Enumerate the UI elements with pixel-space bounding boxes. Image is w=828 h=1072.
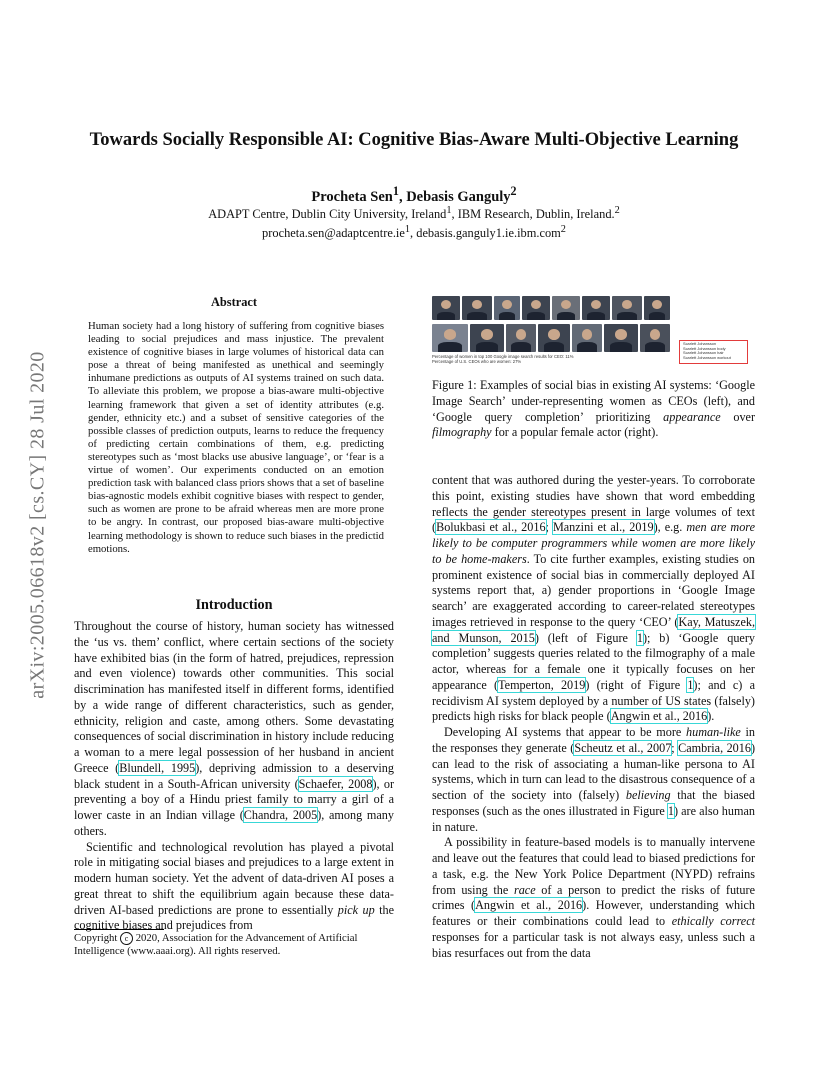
citation-link[interactable]: Blundell, 1995	[119, 760, 196, 775]
author-superscript: 1	[392, 184, 399, 198]
emphasis: race	[513, 882, 536, 897]
copyright-notice	[74, 932, 394, 958]
text-run: 2020, Association for the Advancement of Artificial Intelligence (www.aaai.org). All rights reserved.	[74, 932, 358, 958]
emphasis: human-like	[686, 725, 741, 739]
email-text: procheta.sen@adaptcentre.ie	[262, 226, 405, 241]
emphasis: believing	[625, 788, 671, 802]
abstract-heading: Abstract	[210, 295, 258, 309]
text-run: Figure 1: Examples of social bias in existing AI systems: ‘Google Image Search’ under-representing women as CEOs (left), and ‘Google query completion’ prioritizing	[432, 378, 755, 424]
photo-thumbnail	[522, 296, 550, 320]
photo-thumbnail	[572, 324, 602, 352]
text-run: ) are also human in nature.	[432, 803, 755, 834]
emphasis: pick up	[337, 902, 375, 917]
text-run: Percentage of U.S. CEOs who are women: 27%	[432, 359, 522, 364]
author-separator: ,	[398, 188, 407, 205]
text-run: ), among many others.	[74, 808, 394, 838]
text-run: ), e.g.	[653, 520, 687, 535]
paragraph	[432, 725, 755, 835]
emphasis: filmography	[432, 425, 492, 440]
text-run: Developing AI systems that appear to be more	[444, 725, 686, 739]
photo-thumbnail	[644, 296, 670, 320]
text-run: ); and c) a recidivism AI system deployed by a number of US states (falsely) predicts high risks for black people (	[432, 677, 755, 724]
text-run: of a person to predict the risks of future crimes (	[432, 882, 755, 913]
copyright-icon: c	[120, 932, 133, 945]
text-run: ) can lead to the risk of associating a human-like persona to AI systems, which in turn can lead to the disastrous consequence of a section of the society into (falsely)	[432, 740, 756, 802]
affiliations	[0, 203, 828, 241]
text-run: ) (left of Figure	[534, 630, 637, 645]
footnote-rule	[74, 929, 164, 930]
paragraph	[74, 840, 394, 935]
photo-thumbnail	[552, 296, 580, 320]
text-run: content that was authored during the yester-years. To corroborate this point, existing studies have shown that word embedding reflects the gender stereotypes present in large volumes of text (	[432, 473, 755, 535]
photo-thumbnail	[506, 324, 536, 352]
text-run: . To cite further examples, existing studies on prominent existence of social bias in commercially deployed AI systems report that, a) gender proportions in ‘Google Image search’ are exaggerated according to career-related stereotypes images retrieved in response to the query ‘CEO’ (	[432, 551, 756, 629]
email-superscript: 2	[560, 224, 566, 236]
text-run: Copyright	[74, 932, 121, 944]
figure-reference-link[interactable]: 1	[667, 803, 674, 818]
photo-thumbnail	[640, 324, 670, 352]
figure-inset-caption	[432, 354, 632, 364]
photo-thumbnail	[462, 296, 492, 320]
text-run: the cognitive biases and prejudices from	[74, 902, 394, 933]
text-run: ;	[671, 740, 679, 755]
photo-thumbnail	[470, 324, 504, 352]
arxiv-sidebar	[18, 295, 58, 755]
photo-thumbnail	[604, 324, 638, 352]
photo-thumbnail	[582, 296, 610, 320]
text-run: Scientific and technological revolution has played a pivotal role in mitigating social biases and prejudices to a large extent in modern human society. Yet the advent of data-driven AI poses a great threat to shift the equilibrium again because these data-driven AI-based predictions are prone to essentially	[74, 839, 394, 917]
abstract-body: Human society had a long history of suffering from cognitive biases leading to social prejudices and mass injustice. The prevalent existence of cognitive biases in large volumes of historical data can pose a threat of being manifested as unethical and seemingly inhumane predictions as outputs of AI systems trained on such data. To alleviate this problem, we propose a bias-aware multi-objective learning framework that given a set of identity attributes (e.g. gender, ethnicity etc.) and a subset of sensitive categories of the possible classes of prediction outputs, learns to reduce the frequency of predicting certain combinations of them, e.g. predicting stereotypes such as ‘most blacks use abusive language’, or ‘fear is a virtue of women’. Our experiments conducted on an emotion prediction task with balanced class priors shows that a set of baseline bias-agnostic models exhibit cognitive biases with respect to gender, such as women are prone to be afraid whereas men are more prone to be angry. In contrast, our proposed bias-aware multi-objective learning methodology is shown to reduce such biases in the predictid emotions.	[88, 320, 384, 555]
query-suggestion: Scarlett Johansson body	[683, 345, 726, 351]
figure-reference-link[interactable]: 1	[636, 630, 643, 645]
text-run: Throughout the course of history, human society has witnessed the ‘us vs. them’ conflict, where certain sections of the society have exhibited bias (in the form of hatred, prejudices, repression and even violence) towards other communities. This social discrimination has manifested itself in different forms, identified by a wide range of different characteristics, such as gender, ethnicity, religion and caste, among others. Some devastating consequences of social discrimination in history include reducing a woman to a mere legal possession of her husband in ancient Greece (	[74, 619, 394, 775]
affiliation-superscript: 2	[614, 205, 620, 216]
citation-link[interactable]: Manzini et al., 2019	[552, 520, 654, 535]
affiliation-text: , IBM Research, Dublin, Ireland.	[451, 207, 615, 222]
citation-link[interactable]: Schaefer, 2008	[298, 776, 373, 791]
photo-thumbnail	[612, 296, 642, 320]
figure-1-caption	[432, 378, 755, 441]
photo-thumbnail	[432, 296, 460, 320]
text-run: ;	[545, 520, 553, 535]
paragraph	[74, 619, 394, 840]
query-suggestion: Scarlett Johansson workout	[683, 354, 731, 360]
paragraph	[432, 473, 755, 725]
right-column-text	[432, 473, 755, 961]
paper-title: Towards Socially Responsible AI: Cognitive Bias-Aware Multi-Objective Learning	[89, 130, 739, 150]
arxiv-identifier: arXiv:2005.06618v2 [cs.CY] 28 Jul 2020	[26, 351, 49, 699]
email-superscript: 1	[404, 224, 411, 236]
citation-link[interactable]: Angwin et al., 2016	[610, 709, 708, 724]
email-text: , debasis.ganguly1.ie.ibm.com	[410, 226, 561, 241]
text-run: ), or preventing a boy of a Hindu priest family to marry a girl of a lower caste in an Indian village (	[74, 776, 395, 822]
citation-link[interactable]: Chandra, 2005	[243, 808, 318, 822]
text-run: in the responses they generate (	[432, 725, 756, 755]
photo-thumbnail	[538, 324, 570, 352]
photo-thumbnail	[494, 296, 520, 320]
figure-1-image	[432, 296, 758, 368]
emphasis: appearance	[663, 409, 721, 424]
emphasis: men are more likely to be computer programmers while women are more likely to be home-makers	[432, 520, 755, 566]
text-run: ); b) ‘Google query completion’ suggests queries related to the filmography of a male actor, whereas for a female one it typically focuses on her appearance (	[432, 630, 755, 692]
author-name: Debasis Ganguly	[406, 188, 511, 205]
text-run: ) (right of Figure	[585, 677, 688, 692]
text-run: ). However, understanding which features or their combinations could lead to	[432, 898, 755, 928]
citation-link[interactable]: Angwin et al., 2016	[475, 898, 583, 913]
text-run: responses for a particular task is not always easy, unless such a bias resurfaces out from the data	[432, 929, 755, 960]
text-run: ).	[707, 709, 715, 724]
citation-link[interactable]: Scheutz et al., 2007	[574, 740, 672, 755]
citation-link[interactable]: Cambria, 2016	[678, 740, 751, 755]
query-suggestion: Scarlett Johansson hair	[683, 350, 724, 356]
affiliation-superscript: 1	[446, 205, 452, 216]
author-superscript: 2	[510, 184, 517, 198]
text-run: ), depriving admission to a deserving black student in a South-African university (	[74, 760, 394, 791]
citation-link[interactable]: Temperton, 2019	[498, 677, 586, 692]
photo-thumbnail	[432, 324, 468, 352]
query-text: Scarlett Johansson	[683, 341, 717, 346]
text-run: A possibility in feature-based models is to manually intervene and leave out the features that could lead to biased predictions for a task, e.g. the New York Police Department (NYPD) refrains from using the	[432, 835, 755, 897]
paragraph	[432, 835, 755, 961]
query-completion-box	[679, 340, 748, 364]
citation-link[interactable]: Kay, Matuszek, and Munson, 2015	[432, 614, 755, 645]
author-name: Procheta Sen	[311, 188, 393, 205]
text-run: that the biased responses (such as the ones illustrated in Figure	[432, 788, 755, 818]
figure-reference-link[interactable]: 1	[687, 677, 694, 692]
emphasis: ethically correct	[671, 914, 756, 928]
citation-link[interactable]: Bolukbasi et al., 2016	[436, 520, 546, 535]
introduction-heading: Introduction	[195, 597, 273, 613]
text-run: for a popular female actor (right).	[491, 425, 659, 440]
text-run: Percentage of women in top 100 Google image search results for CEO: 11%	[432, 354, 574, 359]
text-run: over	[720, 409, 755, 424]
left-column-text	[74, 619, 394, 934]
affiliation-text: ADAPT Centre, Dublin City University, Ireland	[208, 207, 447, 222]
